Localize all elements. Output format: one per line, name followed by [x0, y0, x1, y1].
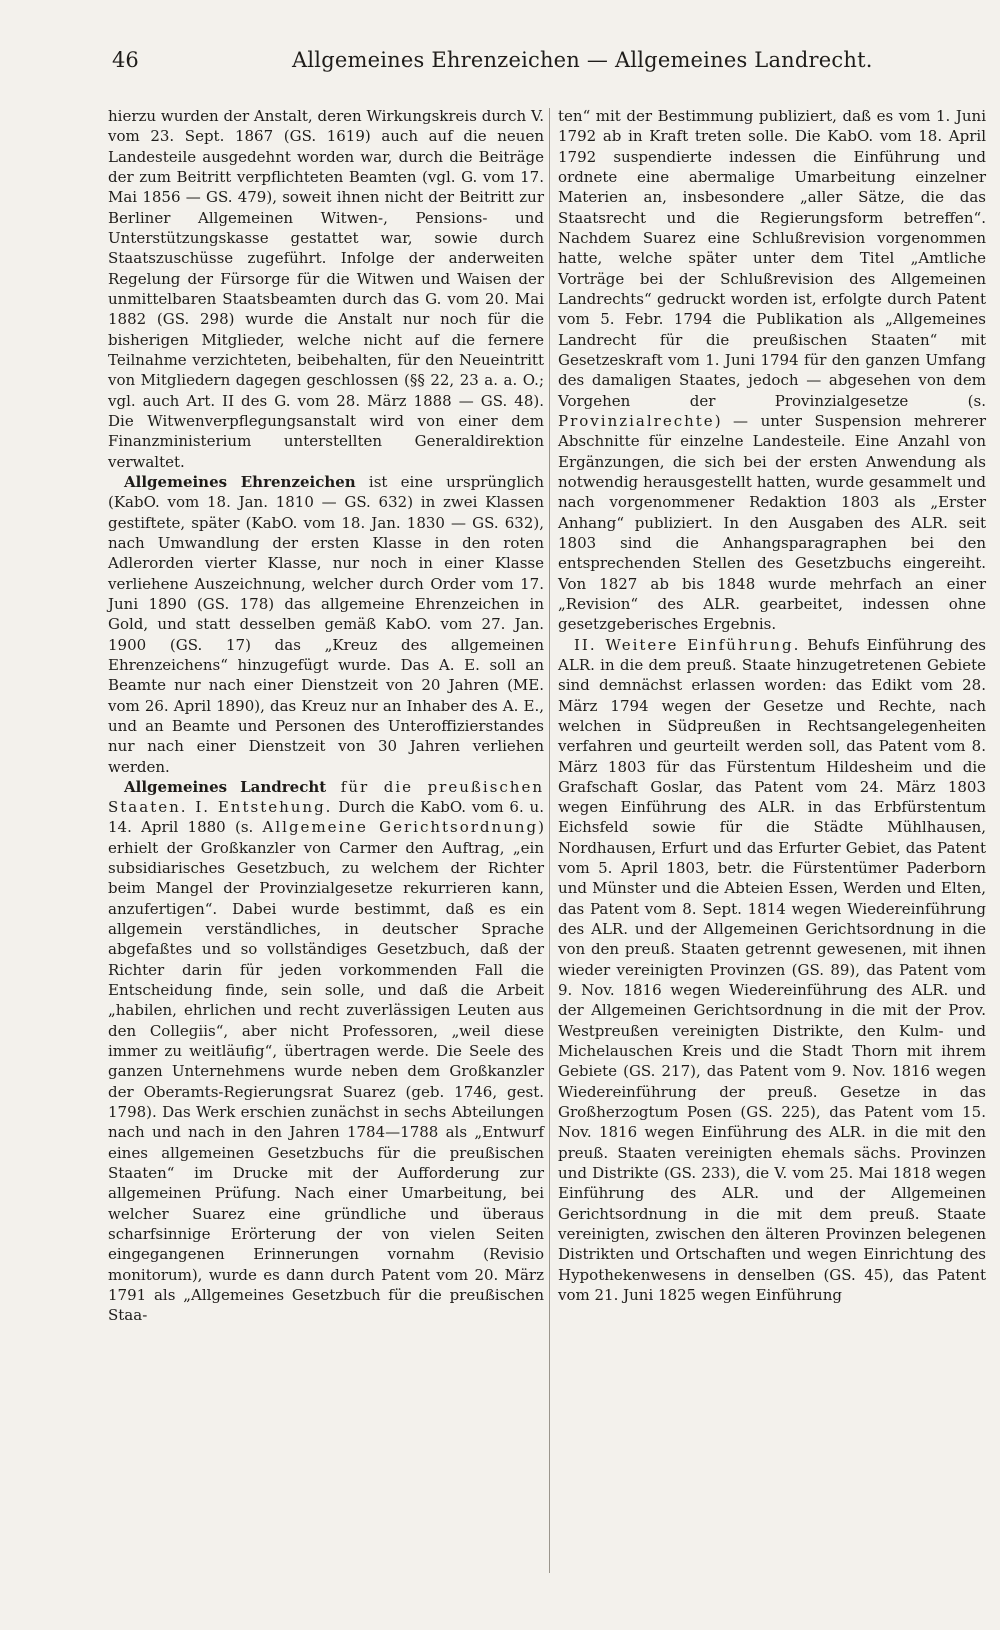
- entry-text: ist eine ursprünglich (KabO. vom 18. Jan. 1810 — GS. 632) in zwei Klassen gestiftete, später (KabO. vom 18. Jan. 1830 — GS. 632), nach Umwandlung der ersten Klasse in den roten Adlerorden vierter Klasse, nur noch in einer Klasse verliehene Auszeichnung, welcher durch Order vom 17. Juni 1890 (GS. 178) das allgemeine Ehrenzeichen in Gold, und statt desselben gemäß KabO. vom 27. Jan. 1900 (GS. 17) das „Kreuz des allgemeinen Ehrenzeichens“ hinzugefügt wurde. Das A. E. soll an Beamte nur nach einer Dienstzeit von 20 Jahren (ME. vom 26. April 1890), das Kreuz nur an Inhaber des A. E., und an Beamte und Personen des Unteroffizierstandes nur nach einer Dienstzeit von 30 Jahren verliehen werden.: [108, 472, 544, 776]
- entry-allgemeines-landrecht: [108, 777, 544, 1326]
- entry-text: Durch die KabO. vom 6. u. 14. April 1880 (s.: [108, 798, 544, 837]
- paragraph-text: ) — unter Suspension mehrerer Abschnitte für einzelne Landesteile. Eine Anzahl von Ergänzungen, die sich bei der ersten Anwendung als notwendig herausgestellt hatten, wurde gesammelt und nach vorgenommener Redaktion 1803 als „Erster Anhang“ publiziert. In den Ausgaben des ALR. seit 1803 sind die Anhangsparagraphen bei den entsprechenden Stellen des Gesetzbuchs eingereiht. Von 1827 ab bis 1848 wurde mehrfach an einer „Revision“ des ALR. gearbeitet, indessen ohne gesetzgeberisches Ergebnis.: [558, 411, 986, 634]
- page-number: 46: [112, 48, 139, 72]
- running-title: Allgemeines Ehrenzeichen — Allgemeines Landrecht.: [292, 48, 873, 72]
- spaced-text: für die preußischen Staaten. I. Entstehung.: [108, 777, 545, 817]
- entry-headword: Allgemeines Landrecht: [124, 777, 327, 796]
- spaced-text: Allgemeine Gerichtsordnung: [262, 818, 539, 837]
- paragraph-landrecht-continued: [558, 106, 986, 635]
- paragraph-witwenverpflegung-continued: [108, 106, 544, 472]
- column-divider: [549, 108, 550, 1573]
- paragraph-text: hierzu wurden der Anstalt, deren Wirkungskreis durch V. vom 23. Sept. 1867 (GS. 1619) auch auf die neuen Landesteile ausgedehnt worden war, durch die Beiträge der zum Beitritt verpflichteten Beamten (vgl. G. vom 17. Mai 1856 — GS. 479), soweit ihnen nicht der Beitritt zur Berliner Allgemeinen Witwen-, Pensions- und Unterstützungskasse gestattet war, sowie durch Staatszuschüsse zugeführt. Infolge der anderweiten Regelung der Fürsorge für die Witwen und Waisen der unmittelbaren Staatsbeamten durch das G. vom 20. Mai 1882 (GS. 298) wurde die Anstalt nur noch für die bisherigen Mitglieder, welche nicht auf die fernere Teilnahme verzichteten, beibehalten, für den Neueintritt von Mitgliedern dagegen geschlossen (§§ 22, 23 a. a. O.; vgl. auch Art. II des G. vom 28. März 1888 — GS. 48). Die Witwenverpflegungsanstalt wird von einer dem Finanzministerium unterstellten Generaldirektion verwaltet.: [108, 107, 544, 471]
- page-header: [112, 46, 882, 80]
- entry-text: ) erhielt der Großkanzler von Carmer den Auftrag, „ein subsidiarisches Gesetzbuch, zu welchem der Richter beim Mangel der Provinzialgesetze rekurrieren kann, anzufertigen“. Dabei wurde bestimmt, daß es ein allgemein verständliches, in deutscher Sprache abgefaßtes und so vollständiges Gesetzbuch, daß der Richter darin für jeden vorkommenden Fall die Entscheidung finde, sein solle, und daß die Arbeit „habilen, ehrlichen und recht zuverlässigen Leuten aus den Collegiis“, aber nicht Professoren, „weil diese immer zu weitläufig“, übertragen werde. Die Seele des ganzen Unternehmens wurde neben dem Großkanzler der Oberamts-Regierungsrat Suarez (geb. 1746, gest. 1798). Das Werk erschien zunächst in sechs Abteilungen nach und nach in den Jahren 1784—1788 als „Entwurf eines allgemeinen Gesetzbuchs für die preußischen Staaten“ im Drucke mit der Aufforderung zur allgemeinen Prüfung. Nach einer Umarbeitung, bei welcher Suarez eine gründliche und überaus scharfsinnige Erörterung der von vielen Seiten eingegangenen Erinnerungen vornahm (Revisio monitorum), wurde es dann durch Patent vom 20. März 1791 als „Allgemeines Gesetzbuch für die preußischen Staa-: [108, 818, 544, 1325]
- section-text: Behufs Einführung des ALR. in die dem preuß. Staate hinzugetretenen Gebiete sind demnächst erlassen worden: das Edikt vom 28. März 1794 wegen der Gesetze und Rechte, nach welchen in Südpreußen in Rechtsangelegenheiten verfahren und geurteilt werden soll, das Patent vom 8. März 1803 für das Fürstentum Hildesheim und die Grafschaft Goslar, das Patent vom 24. März 1803 wegen Einführung des ALR. in das Erbfürstentum Eichsfeld sowie für die Städte Mühlhausen, Nordhausen, Erfurt und das Erfurter Gebiet, das Patent vom 5. April 1803, betr. die Fürstentümer Paderborn und Münster und die Abteien Essen, Werden und Elten, das Patent vom 8. Sept. 1814 wegen Wiedereinführung des ALR. und der Allgemeinen Gerichtsordnung in die von den preuß. Staaten getrennt gewesenen, mit ihnen wieder vereinigten Provinzen (GS. 89), das Patent vom 9. Nov. 1816 wegen Wiedereinführung des ALR. und der Allgemeinen Gerichtsordnung in die mit der Prov. Westpreußen vereinigten Distrikte, den Kulm- und Michelauschen Kreis und die Stadt Thorn mit ihrem Gebiete (GS. 217), das Patent vom 9. Nov. 1816 wegen Wiedereinführung der preuß. Gesetze in das Großherzogtum Posen (GS. 225), das Patent vom 15. Nov. 1816 wegen Einführung des ALR. in die mit den preuß. Staaten vereinigten ehemals sächs. Provinzen und Distrikte (GS. 233), die V. vom 25. Mai 1818 wegen Einführung des ALR. und der Allgemeinen Gerichtsordnung in die mit dem preuß. Staate vereinigten, zwischen den älteren Provinzen belegenen Distrikten und Ortschaften und wegen Einrichtung des Hypothekenwesens in denselben (GS. 45), das Patent vom 21. Juni 1825 wegen Einführung: [558, 635, 986, 1305]
- left-column: [108, 106, 544, 1326]
- entry-headword: Allgemeines Ehrenzeichen: [124, 472, 356, 491]
- entry-allgemeines-ehrenzeichen: [108, 472, 544, 777]
- section-heading: II. Weitere Einführung.: [574, 635, 801, 654]
- spaced-text: Provinzialrechte: [558, 411, 715, 430]
- right-column: [558, 106, 986, 1305]
- paragraph-text: ten“ mit der Bestimmung publiziert, daß es vom 1. Juni 1792 ab in Kraft treten solle. Die KabO. vom 18. April 1792 suspendierte indessen die Einführung und ordnete eine abermalige Umarbeitung einzelner Materien an, insbesondere „aller Sätze, die das Staatsrecht und die Regierungsform betreffen“. Nachdem Suarez eine Schlußrevision vorgenommen hatte, welche später unter dem Titel „Amtliche Vorträge bei der Schlußrevision des Allgemeinen Landrechts“ gedruckt worden ist, erfolgte durch Patent vom 5. Febr. 1794 die Publikation als „Allgemeines Landrecht für die preußischen Staaten“ mit Gesetzeskraft vom 1. Juni 1794 für den ganzen Umfang des damaligen Staates, jedoch — abgesehen von dem Vorgehen der Provinzialgesetze (s.: [558, 107, 986, 410]
- section-weitere-einfuehrung: [558, 635, 986, 1306]
